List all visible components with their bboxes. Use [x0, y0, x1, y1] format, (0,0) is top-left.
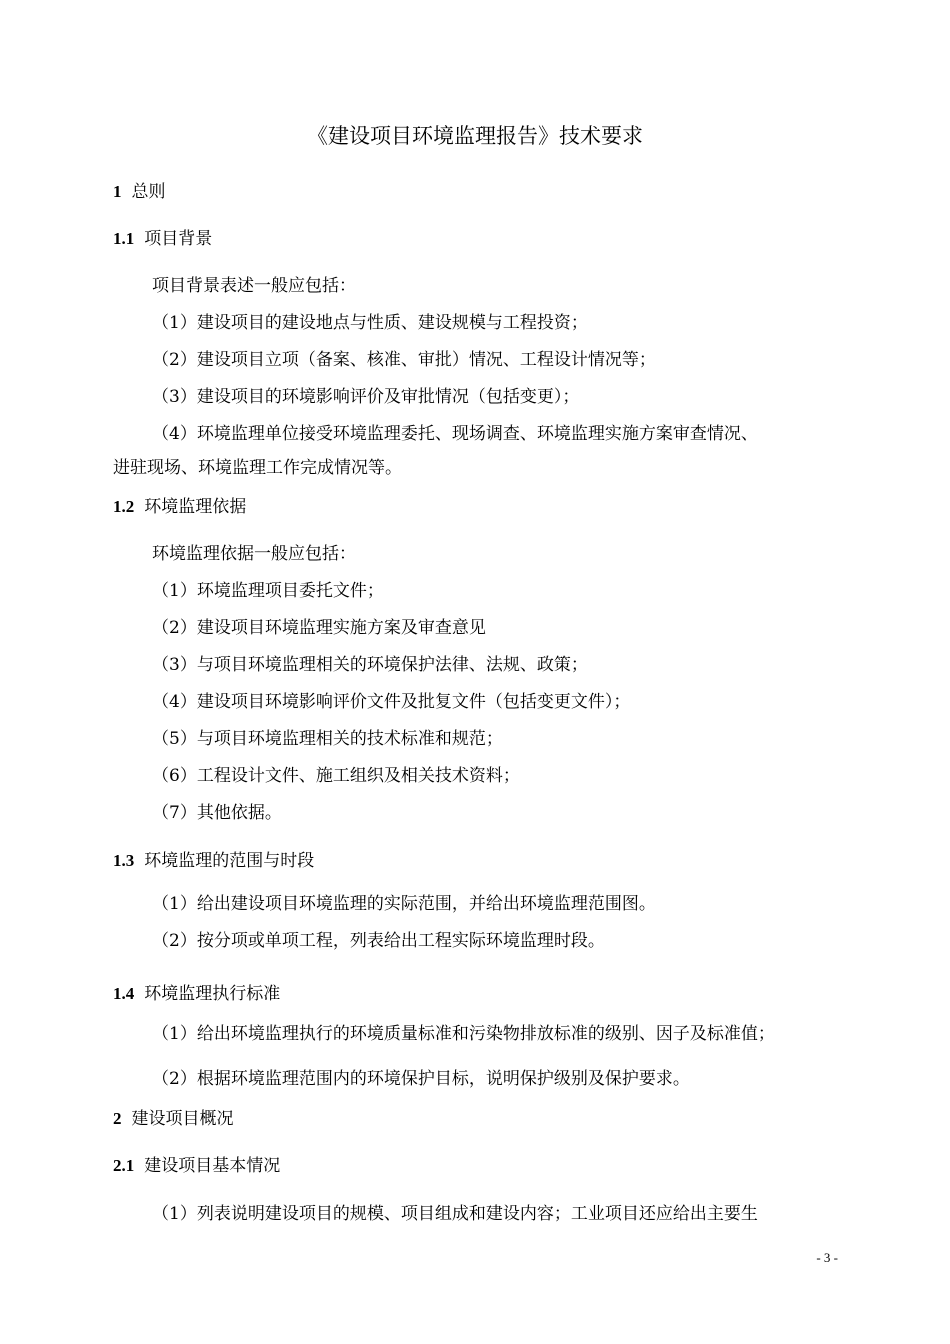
- paragraph-intro: 项目背景表述一般应包括：: [152, 276, 356, 296]
- section-heading-1-3: [113, 850, 314, 872]
- list-item-continuation: 进驻现场、环境监理工作完成情况等。: [113, 458, 402, 478]
- list-item: （1）给出建设项目环境监理的实际范围，并给出环境监理范围图。: [152, 894, 656, 914]
- section-heading-1-4: [113, 983, 280, 1005]
- section-number: 1.4: [113, 984, 135, 1003]
- list-item: （1）建设项目的建设地点与性质、建设规模与工程投资；: [152, 313, 588, 333]
- list-item: （4）环境监理单位接受环境监理委托、现场调查、环境监理实施方案审查情况、: [152, 424, 758, 444]
- list-item: （1）环境监理项目委托文件；: [152, 581, 384, 601]
- section-heading-2-1: [113, 1155, 280, 1177]
- list-item: （5）与项目环境监理相关的技术标准和规范；: [152, 729, 503, 749]
- page-number: - 3 -: [816, 1250, 838, 1265]
- section-heading-2: [113, 1108, 234, 1130]
- list-item: （7）其他依据。: [152, 803, 282, 823]
- section-heading-1: [113, 181, 166, 203]
- section-number: 1.3: [113, 851, 135, 870]
- section-heading-1-2: [113, 496, 246, 518]
- section-number: 2.1: [113, 1156, 135, 1175]
- list-item: （6）工程设计文件、施工组织及相关技术资料；: [152, 766, 520, 786]
- section-title: 环境监理依据: [144, 497, 247, 517]
- list-item: （2）按分项或单项工程，列表给出工程实际环境监理时段。: [152, 931, 605, 951]
- section-number: 1.1: [113, 229, 135, 248]
- list-item: （2）建设项目环境监理实施方案及审查意见: [152, 618, 486, 638]
- paragraph-intro: 环境监理依据一般应包括：: [152, 544, 356, 564]
- list-item: （2）根据环境监理范围内的环境保护目标，说明保护级别及保护要求。: [152, 1069, 690, 1089]
- list-item: （4）建设项目环境影响评价文件及批复文件（包括变更文件）；: [152, 692, 631, 712]
- section-title: 总则: [131, 182, 166, 202]
- list-item: （3）建设项目的环境影响评价及审批情况（包括变更）；: [152, 387, 580, 407]
- section-number: 1.2: [113, 497, 135, 516]
- list-item: （1）列表说明建设项目的规模、项目组成和建设内容；工业项目还应给出主要生: [152, 1204, 758, 1224]
- section-title: 环境监理执行标准: [144, 984, 281, 1004]
- list-item: （2）建设项目立项（备案、核准、审批）情况、工程设计情况等；: [152, 350, 656, 370]
- section-heading-1-1: [113, 228, 212, 250]
- list-item: （3）与项目环境监理相关的环境保护法律、法规、政策；: [152, 655, 588, 675]
- section-number: 1: [113, 182, 122, 201]
- section-title: 建设项目基本情况: [144, 1156, 281, 1176]
- section-title: 环境监理的范围与时段: [144, 851, 315, 871]
- list-item: （1）给出环境监理执行的环境质量标准和污染物排放标准的级别、因子及标准值；: [152, 1024, 775, 1044]
- section-number: 2: [113, 1109, 122, 1128]
- section-title: 建设项目概况: [131, 1109, 234, 1129]
- document-title: 《建设项目环境监理报告》技术要求: [307, 124, 643, 148]
- section-title: 项目背景: [144, 229, 213, 249]
